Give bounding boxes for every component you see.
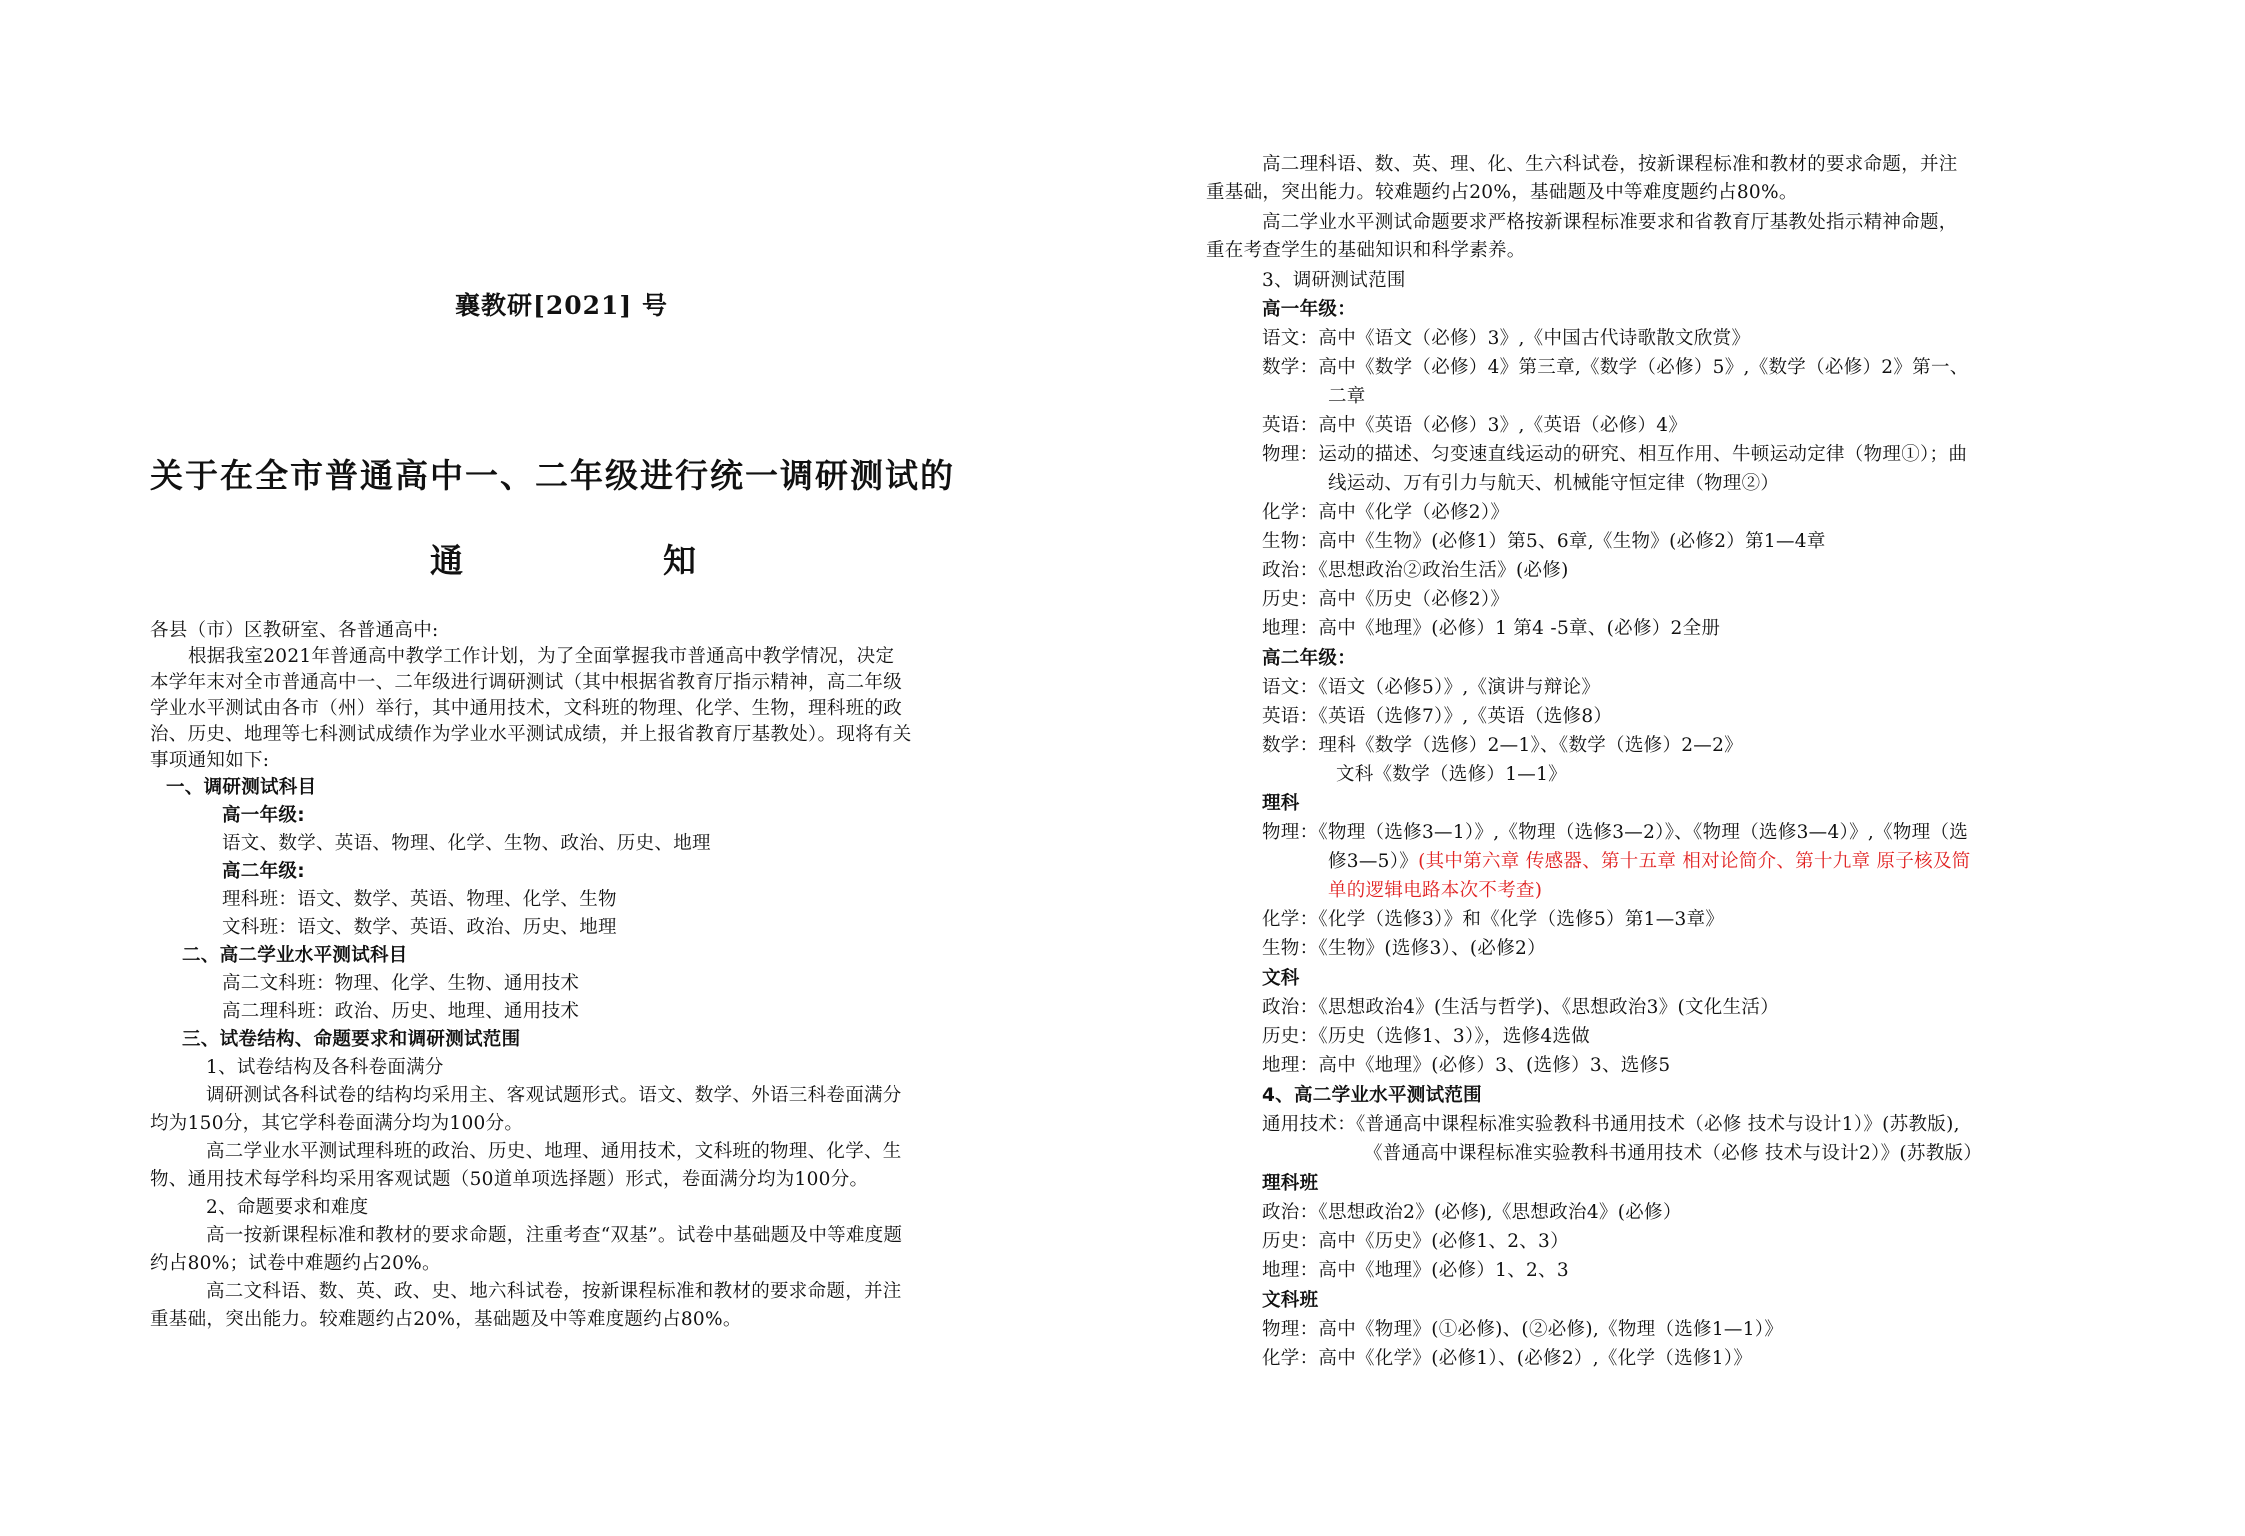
scope-line: 政治：《思想政治②政治生活》(必修) xyxy=(1262,560,1569,581)
scope-line: 化学：《化学（选修3）》和《化学（选修5）第1—3章》 xyxy=(1262,909,1725,930)
grade-label: 高二年级： xyxy=(1262,648,1357,669)
grade-label: 高一年级： xyxy=(1262,299,1357,320)
document-number: 襄教研[2021] 号 xyxy=(455,291,668,320)
paragraph-line: 高一按新课程标准和教材的要求命题，注重考查“双基”。试卷中基础题及中等难度题 xyxy=(206,1225,903,1246)
scope-line: 《普通高中课程标准实验教科书通用技术（必修 技术与设计2）》(苏教版） xyxy=(1364,1143,1983,1164)
scope-line: 物理：运动的描述、匀变速直线运动的研究、相互作用、牛顿运动定律（物理①）；曲 xyxy=(1262,444,1968,465)
scope-line: 地理：高中《地理》(必修）1、2、3 xyxy=(1262,1260,1569,1281)
scope-line: 生物：《生物》(选修3）、(必修2） xyxy=(1262,938,1546,959)
paragraph-line: 重在考查学生的基础知识和科学素养。 xyxy=(1206,240,1526,261)
scope-line: 英语：《英语（选修7）》,《英语（选修8） xyxy=(1262,706,1613,727)
scope-line: 二章 xyxy=(1328,386,1366,407)
scope-line: 语文：高中《语文（必修）3》,《中国古代诗歌散文欣赏》 xyxy=(1262,328,1751,349)
intro-line: 学业水平测试由各市（州）举行，其中通用技术，文科班的物理、化学、生物，理科班的政 xyxy=(150,698,903,719)
scope-line: 化学：高中《化学》(必修1）、(必修2）,《化学（选修1）》 xyxy=(1262,1348,1753,1369)
paragraph-line: 高二理科语、数、英、理、化、生六科试卷，按新课程标准和教材的要求命题，并注 xyxy=(1262,154,1958,175)
section-heading: 二、高二学业水平测试科目 xyxy=(182,945,408,966)
subject-list: 高二理科班：政治、历史、地理、通用技术 xyxy=(222,1001,580,1022)
paragraph-line: 均为150分，其它学科卷面满分均为100分。 xyxy=(150,1113,524,1134)
track-label: 理科班 xyxy=(1262,1173,1319,1194)
scope-line: 政治：《思想政治4》(生活与哲学)、《思想政治3》(文化生活） xyxy=(1262,997,1779,1018)
paragraph-line: 调研测试各科试卷的结构均采用主、客观试题形式。语文、数学、外语三科卷面满分 xyxy=(206,1085,902,1106)
section-heading: 4、高二学业水平测试范围 xyxy=(1262,1085,1482,1106)
scope-line: 数学：高中《数学（必修）4》第三章,《数学（必修）5》,《数学（必修）2》第一、 xyxy=(1262,357,1969,378)
subsection-title: 3、调研测试范围 xyxy=(1262,270,1406,291)
paragraph-line: 高二学业水平测试命题要求严格按新课程标准要求和省教育厅基教处指示精神命题， xyxy=(1262,212,1958,233)
scope-line: 线运动、万有引力与航天、机械能守恒定律（物理②） xyxy=(1328,473,1780,494)
scope-line: 物理：《物理（选修3—1）》,《物理（选修3—2）》、《物理（选修3—4）》,《物理（选 xyxy=(1262,822,1969,843)
salutation: 各县（市）区教研室、各普通高中: xyxy=(150,620,439,641)
paragraph-line: 重基础，突出能力。较难题约占20%，基础题及中等难度题约占80%。 xyxy=(1206,182,1798,203)
exclusion-note: 单的逻辑电路本次不考查) xyxy=(1328,880,1543,901)
scope-line: 数学：理科《数学（选修）2—1》、《数学（选修）2—2》 xyxy=(1262,735,1743,756)
scope-line: 政治：《思想政治2》(必修),《思想政治4》(必修） xyxy=(1262,1202,1682,1223)
track-label: 理科 xyxy=(1262,793,1300,814)
page-title: 关于在全市普通高中一、二年级进行统一调研测试的 xyxy=(150,456,955,495)
title-char-2: 知 xyxy=(663,541,696,580)
scope-line: 地理：高中《地理》(必修）3、(选修）3、选修5 xyxy=(1262,1055,1671,1076)
scope-line: 生物：高中《生物》(必修1）第5、6章,《生物》(必修2）第1—4章 xyxy=(1262,531,1826,552)
subject-list: 文科班：语文、数学、英语、政治、历史、地理 xyxy=(222,917,617,938)
paragraph-line: 物、通用技术每学科均采用客观试题（50道单项选择题）形式，卷面满分均为100分。 xyxy=(150,1169,869,1190)
section-heading: 三、试卷结构、命题要求和调研测试范围 xyxy=(182,1029,521,1050)
scope-line: 通用技术：《普通高中课程标准实验教科书通用技术（必修 技术与设计1）》(苏教版), xyxy=(1262,1114,1960,1135)
page-title-line2 xyxy=(430,535,696,582)
scope-line: 语文：《语文（必修5）》,《演讲与辩论》 xyxy=(1262,677,1601,698)
scope-text: 修3—5）》 xyxy=(1328,851,1419,872)
scope-line: 化学：高中《化学（必修2）》 xyxy=(1262,502,1510,523)
track-label: 文科 xyxy=(1262,968,1300,989)
scope-line: 文科《数学（选修）1—1》 xyxy=(1336,764,1567,785)
subject-list: 高二文科班：物理、化学、生物、通用技术 xyxy=(222,973,580,994)
scope-line: 历史：高中《历史（必修2）》 xyxy=(1262,589,1510,610)
paragraph-line: 高二学业水平测试理科班的政治、历史、地理、通用技术，文科班的物理、化学、生 xyxy=(206,1141,902,1162)
scope-line: 地理：高中《地理》(必修）1 第4 -5章、(必修）2全册 xyxy=(1262,618,1721,639)
exclusion-note: (其中第六章 传感器、第十五章 相对论简介、第十九章 原子核及简 xyxy=(1418,851,1971,872)
grade-label: 高二年级: xyxy=(222,861,305,882)
paragraph-line: 高二文科语、数、英、政、史、地六科试卷，按新课程标准和教材的要求命题，并注 xyxy=(206,1281,902,1302)
grade-label: 高一年级: xyxy=(222,805,305,826)
scope-line: 历史：高中《历史》(必修1、2、3） xyxy=(1262,1231,1569,1252)
subject-list: 理科班：语文、数学、英语、物理、化学、生物 xyxy=(222,889,617,910)
scope-line: 英语：高中《英语（必修）3》,《英语（必修）4》 xyxy=(1262,415,1688,436)
scope-line xyxy=(1328,849,1971,875)
subsection-title: 2、命题要求和难度 xyxy=(206,1197,369,1218)
intro-line: 本学年末对全市普通高中一、二年级进行调研测试（其中根据省教育厅指示精神，高二年级 xyxy=(150,672,903,693)
title-char-1: 通 xyxy=(430,541,463,580)
subject-list: 语文、数学、英语、物理、化学、生物、政治、历史、地理 xyxy=(222,833,711,854)
intro-line: 事项通知如下: xyxy=(150,750,270,771)
subsection-title: 1、试卷结构及各科卷面满分 xyxy=(206,1057,444,1078)
paragraph-line: 重基础，突出能力。较难题约占20%，基础题及中等难度题约占80%。 xyxy=(150,1309,742,1330)
section-heading: 一、调研测试科目 xyxy=(166,777,317,798)
scope-line: 历史：《历史（选修1、3）》，选修4选做 xyxy=(1262,1026,1591,1047)
intro-line: 根据我室2021年普通高中教学工作计划，为了全面掌握我市普通高中教学情况，决定 xyxy=(188,646,895,667)
scope-line: 物理：高中《物理》(①必修)、(②必修),《物理（选修1—1）》 xyxy=(1262,1319,1784,1340)
paragraph-line: 约占80%；试卷中难题约占20%。 xyxy=(150,1253,441,1274)
track-label: 文科班 xyxy=(1262,1290,1319,1311)
intro-line: 治、历史、地理等七科测试成绩作为学业水平测试成绩，并上报省教育厅基教处）。现将有关 xyxy=(150,724,912,745)
